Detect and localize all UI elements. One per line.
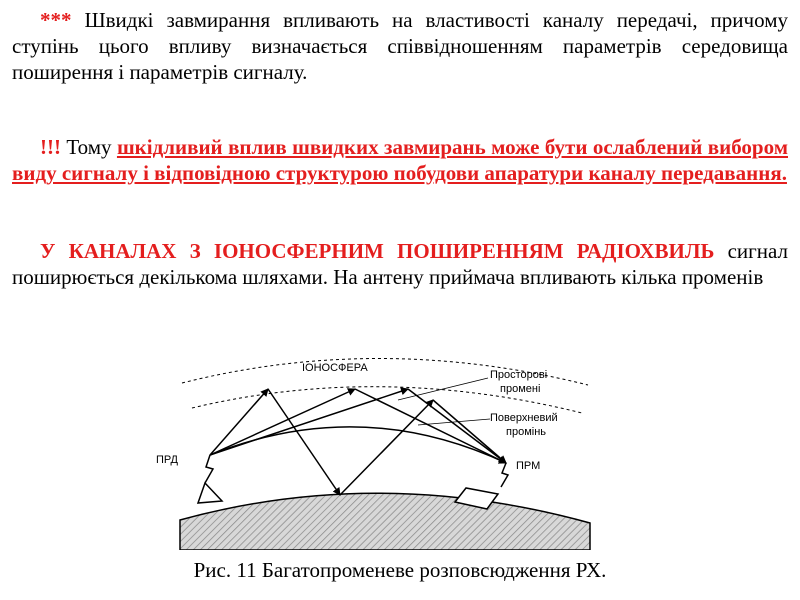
sky-rays xyxy=(210,389,506,495)
paragraph-text: Тому xyxy=(60,135,117,159)
emphasis-text: шкідливий вплив швидких завмирань може бути ослаблений вибором виду сигналу і відповідною структурою побудови апаратури каналу передавання. xyxy=(12,135,788,185)
receiver-label: ПРМ xyxy=(516,460,541,472)
marker-stars: *** xyxy=(40,8,72,32)
space-rays-label-2: промені xyxy=(500,383,541,395)
receiver-antenna xyxy=(501,463,508,487)
earth-surface xyxy=(180,493,590,550)
space-rays-label: Просторові xyxy=(490,369,548,381)
ground-ray-label-2: промінь xyxy=(506,426,547,438)
ground-ray xyxy=(210,427,506,463)
multipath-diagram xyxy=(150,345,610,550)
paragraph-text: сигнал поширюється декількома шляхами. На антену приймача впливають кілька променів xyxy=(12,239,788,289)
transmitter-label: ПРД xyxy=(156,454,178,466)
space-rays-leader xyxy=(398,378,488,400)
emphasis-heading: У КАНАЛАХ З ІОНОСФЕРНИМ ПОШИРЕННЯМ РАДІОХВИЛЬ xyxy=(40,239,715,263)
paragraph-fast-fading xyxy=(12,7,788,85)
paragraph-mitigation xyxy=(12,134,788,186)
ground-ray-label: Поверхневий xyxy=(490,412,558,424)
marker-exclamations: !!! xyxy=(40,135,61,159)
paragraph-ionospheric xyxy=(12,238,788,290)
transmitter-station xyxy=(198,483,222,503)
paragraph-text: Швидкі завмирання впливають на властивості каналу передачі, причому ступінь цього впливу визначається співвідношенням параметрів середовища поширення і параметрів сигналу. xyxy=(12,8,788,84)
ionosphere-label: ІОНОСФЕРА xyxy=(302,362,368,374)
transmitter-antenna xyxy=(205,455,213,483)
figure-caption: Рис. 11 Багатопроменеве розповсюдження РХ. xyxy=(193,558,607,582)
